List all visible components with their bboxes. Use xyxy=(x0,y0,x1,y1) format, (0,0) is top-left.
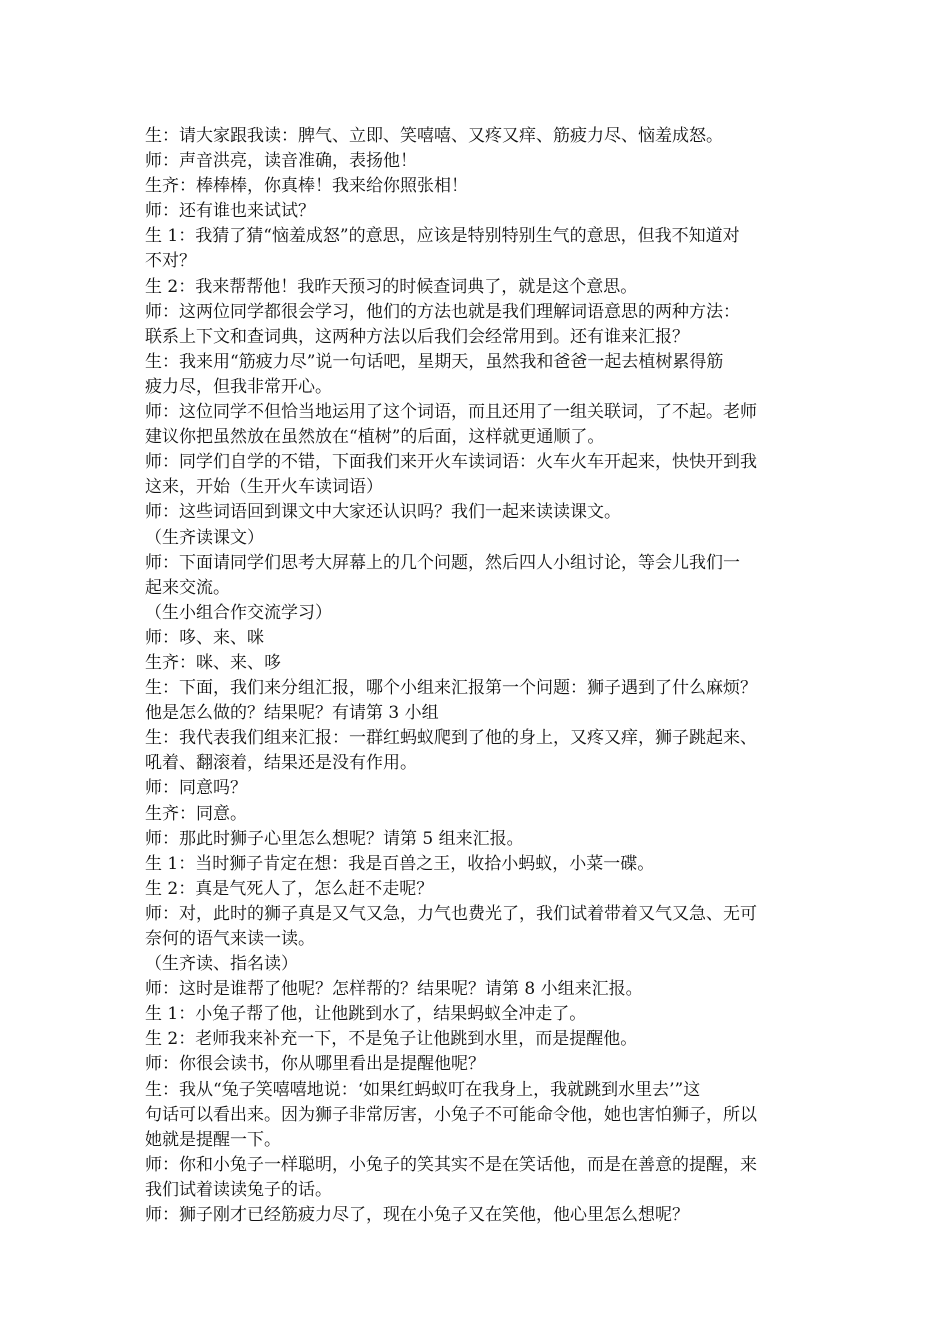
text-line: 师：声音洪亮，读音准确，表扬他！ xyxy=(145,151,417,172)
text-line: 句话可以看出来。因为狮子非常厉害，小兔子不可能命令他，她也害怕狮子，所以 xyxy=(145,1104,757,1125)
text-line: 师：同学们自学的不错，下面我们来开火车读词语：火车火车开起来，快快开到我 xyxy=(145,452,757,473)
text-line: 联系上下文和查词典，这两种方法以后我们会经常用到。还有谁来汇报？ xyxy=(145,326,689,347)
text-line: 生 2：老师我来补充一下，不是兔子让他跳到水里，而是提醒他。 xyxy=(145,1029,638,1050)
text-line: （生齐读课文） xyxy=(145,527,264,548)
text-line: 师：你和小兔子一样聪明，小兔子的笑其实不是在笑话他，而是在善意的提醒，来 xyxy=(145,1154,757,1175)
text-line: 我们试着读读兔子的话。 xyxy=(145,1179,332,1200)
text-line: 师：这些词语回到课文中大家还认识吗？我们一起来读读课文。 xyxy=(145,502,621,523)
text-line: 师：下面请同学们思考大屏幕上的几个问题，然后四人小组讨论，等会儿我们一 xyxy=(145,552,740,573)
text-line: （生齐读、指名读） xyxy=(145,954,298,975)
text-line: 他是怎么做的？结果呢？有请第 3 小组 xyxy=(145,703,439,724)
text-line: 生：我代表我们组来汇报：一群红蚂蚁爬到了他的身上，又疼又痒，狮子跳起来、 xyxy=(145,728,757,749)
text-line: 生：我从“兔子笑嘻嘻地说：‘如果红蚂蚁叮在我身上，我就跳到水里去’”这 xyxy=(145,1079,701,1100)
text-line: 生：下面，我们来分组汇报，哪个小组来汇报第一个问题：狮子遇到了什么麻烦？ xyxy=(145,678,757,699)
text-line: 这来，开始（生开火车读词语） xyxy=(145,477,383,498)
text-line: 师：那此时狮子心里怎么想呢？请第 5 组来汇报。 xyxy=(145,828,524,849)
text-line: 奈何的语气来读一读。 xyxy=(145,929,315,949)
text-line: 生齐：棒棒棒，你真棒！我来给你照张相！ xyxy=(145,176,468,197)
text-line: 吼着、翻滚着，结果还是没有作用。 xyxy=(145,753,417,774)
text-line: 她就是提醒一下。 xyxy=(145,1129,281,1150)
text-line: 生齐：咪、来、哆 xyxy=(145,652,281,673)
text-line: 师：同意吗？ xyxy=(145,778,247,799)
text-line: 生：我来用“筋疲力尽”说一句话吧，星期天，虽然我和爸爸一起去植树累得筋 xyxy=(145,351,724,372)
text-line: 师：对，此时的狮子真是又气又急，力气也费光了，我们试着带着又气又急、无可 xyxy=(145,903,757,924)
text-line: 师：这两位同学都很会学习，他们的方法也就是我们理解词语意思的两种方法： xyxy=(145,301,740,322)
text-line: 生：请大家跟我读：脾气、立即、笑嘻嘻、又疼又痒、筋疲力尽、恼羞成怒。 xyxy=(145,126,723,146)
text-line: 师：你很会读书，你从哪里看出是提醒他呢？ xyxy=(145,1054,485,1075)
text-line: 师：还有谁也来试试？ xyxy=(145,201,315,222)
text-line: 生 2：真是气死人了，怎么赶不走呢？ xyxy=(145,878,434,899)
text-line: 生 2：我来帮帮他！我昨天预习的时候查词典了，就是这个意思。 xyxy=(145,276,638,297)
text-line: 疲力尽，但我非常开心。 xyxy=(145,376,332,397)
document-body xyxy=(145,124,813,1228)
text-line: 师：哆、来、咪 xyxy=(145,627,264,648)
text-line: 建议你把虽然放在虽然放在“植树”的后面，这样就更通顺了。 xyxy=(145,427,605,448)
text-line: （生小组合作交流学习） xyxy=(145,602,332,623)
text-line: 生 1：我猜了猜“恼羞成怒”的意思，应该是特别特别生气的意思，但我不知道对 xyxy=(145,226,740,247)
text-line: 师：这时是谁帮了他呢？怎样帮的？结果呢？请第 8 小组来汇报。 xyxy=(145,979,643,1000)
text-line: 生齐：同意。 xyxy=(145,803,247,824)
text-line: 师：狮子刚才已经筋疲力尽了，现在小兔子又在笑他，他心里怎么想呢？ xyxy=(145,1205,689,1226)
text-line: 生 1：当时狮子肯定在想：我是百兽之王，收拾小蚂蚁，小菜一碟。 xyxy=(145,853,655,874)
text-line: 生 1：小兔子帮了他，让他跳到水了，结果蚂蚁全冲走了。 xyxy=(145,1004,587,1025)
text-line: 师：这位同学不但恰当地运用了这个词语，而且还用了一组关联词，了不起。老师 xyxy=(145,402,757,423)
text-line: 不对？ xyxy=(145,251,196,272)
text-line: 起来交流。 xyxy=(145,577,230,598)
